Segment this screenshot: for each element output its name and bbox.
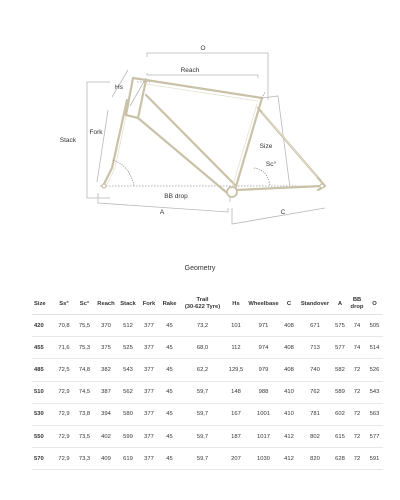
table-cell: 412 [280,448,298,470]
table-cell: 1030 [247,448,280,470]
size-cell: 455 [32,337,54,359]
c-label: C [280,209,286,216]
table-cell: 575 [332,315,348,337]
bb-drop-label: BB drop [164,193,188,200]
table-cell: 713 [298,337,332,359]
table-cell: 615 [332,425,348,447]
column-header-text: Rake [162,300,177,307]
column-header-text: Standover [300,300,330,307]
o-label: O [200,45,206,52]
seat-angle-arc [254,168,270,186]
table-cell: 602 [332,403,348,425]
table-cell: 375 [95,337,117,359]
bottom-bracket-shell [227,187,237,197]
table-cell: 75,5 [74,315,95,337]
table-cell: 73,5 [74,425,95,447]
table-row [32,381,383,403]
column-header [332,294,348,315]
table-cell: 45 [159,381,180,403]
table-cell: 591 [366,448,383,470]
table-cell: 72 [348,448,366,470]
table-cell: 377 [139,425,159,447]
column-header-text: drop [350,304,364,310]
table-cell: 563 [366,403,383,425]
seat-tube-extension [262,92,265,98]
size-cell: 420 [32,315,54,337]
table-cell: 394 [95,403,117,425]
table-cell: 62,2 [180,359,225,381]
table-cell: 410 [280,403,298,425]
table-cell: 762 [298,381,332,403]
table-cell: 72 [348,403,366,425]
column-header-text: Ss° [59,300,69,307]
column-header [159,294,180,315]
table-cell: 72 [348,425,366,447]
table-cell: 514 [366,337,383,359]
table-cell: 74,8 [74,359,95,381]
column-header [366,294,383,315]
table-cell: 72,9 [54,448,74,470]
table-cell: 671 [298,315,332,337]
table-cell: 72,9 [54,403,74,425]
table-cell: 45 [159,425,180,447]
table-cell: 75,3 [74,337,95,359]
table-cell: 148 [225,381,247,403]
table-cell: 382 [95,359,117,381]
size-cell: 550 [32,425,54,447]
table-cell: 410 [280,381,298,403]
table-cell: 628 [332,448,348,470]
table-cell: 974 [247,337,280,359]
table-cell: 512 [117,315,139,337]
table-cell: 370 [95,315,117,337]
table-cell: 971 [247,315,280,337]
table-cell: 73,2 [180,315,225,337]
down-tube-outline-2 [146,95,236,186]
column-header [95,294,117,315]
table-cell: 45 [159,448,180,470]
column-header [74,294,95,315]
table-cell: 72 [348,359,366,381]
column-header-text: Size [34,300,46,307]
table-row [32,448,383,470]
geometry-header-row [32,294,383,315]
column-header [32,294,54,315]
table-cell: 408 [280,315,298,337]
table-row [32,403,383,425]
table-row [32,359,383,381]
table-cell: 377 [139,403,159,425]
column-header [139,294,159,315]
column-header-text: Hs [232,300,240,307]
table-cell: 45 [159,359,180,381]
size-cell: 485 [32,359,54,381]
table-cell: 577 [332,337,348,359]
reach-label: Reach [180,67,200,74]
table-cell: 589 [332,381,348,403]
table-cell: 402 [95,425,117,447]
table-row [32,315,383,337]
table-cell: 74,5 [74,381,95,403]
column-header-text: BB [352,297,362,303]
geometry-title: Geometry [184,265,216,272]
table-cell: 562 [117,381,139,403]
column-header-text: O [372,300,377,307]
table-cell: 167 [225,403,247,425]
size-cell: 570 [32,448,54,470]
table-cell: 577 [366,425,383,447]
column-header [225,294,247,315]
table-cell: 408 [280,337,298,359]
stack-label: Stack [59,137,76,144]
table-cell: 59,7 [180,425,225,447]
front-axle [102,184,106,188]
column-header-text: Reach [97,300,115,307]
fork-bracket-line [97,110,108,182]
column-header [180,294,225,315]
table-cell: 599 [117,425,139,447]
c-dimension-line [232,208,325,224]
dimension-lines [87,53,325,224]
size-cell: 510 [32,381,54,403]
fork-label: Fork [89,129,103,136]
table-cell: 582 [332,359,348,381]
column-header [348,294,366,315]
frame-diagram-svg [0,0,400,235]
table-cell: 45 [159,403,180,425]
top-tube-inner [146,84,258,101]
geometry-table [32,294,383,470]
table-cell: 59,7 [180,403,225,425]
table-cell: 45 [159,337,180,359]
table-cell: 979 [247,359,280,381]
table-cell: 781 [298,403,332,425]
table-cell: 409 [95,448,117,470]
table-cell: 377 [139,381,159,403]
frame-geometry-diagram [0,0,400,235]
top-tube-outline [146,80,262,98]
seat-tube-inner [232,104,257,188]
column-header-text: Sc° [79,300,90,307]
table-cell: 988 [247,381,280,403]
column-header [298,294,332,315]
table-cell: 72 [348,381,366,403]
table-cell: 526 [366,359,383,381]
column-header [54,294,74,315]
table-cell: 387 [95,381,117,403]
table-cell: 740 [298,359,332,381]
table-cell: 73,3 [74,448,95,470]
table-row [32,337,383,359]
column-header [117,294,139,315]
table-cell: 543 [117,359,139,381]
table-cell: 802 [298,425,332,447]
column-header-text: Fork [142,300,156,307]
table-cell: 505 [366,315,383,337]
column-header-text: Stack [120,300,136,307]
table-cell: 820 [298,448,332,470]
table-cell: 72,9 [54,425,74,447]
table-cell: 45 [159,315,180,337]
table-cell: 74 [348,337,366,359]
table-cell: 72,9 [54,381,74,403]
table-cell: 59,7 [180,381,225,403]
table-cell: 207 [225,448,247,470]
size-dimension-line [259,96,290,188]
table-cell: 377 [139,337,159,359]
hs-label: Hs [115,84,123,91]
table-row [32,425,383,447]
size-cell: 530 [32,403,54,425]
size-label: Size [259,143,273,150]
table-cell: 129,5 [225,359,247,381]
table-cell: 74 [348,315,366,337]
table-cell: 408 [280,359,298,381]
seat-tube-outline [235,98,262,190]
column-header-text: Wheelbase [248,300,279,307]
column-header-text: A [337,300,343,307]
table-cell: 68,0 [180,337,225,359]
table-cell: 70,8 [54,315,74,337]
down-tube-outline [138,118,226,192]
table-cell: 377 [139,448,159,470]
table-cell: 412 [280,425,298,447]
table-cell: 1017 [247,425,280,447]
table-cell: 619 [117,448,139,470]
rear-axle [320,184,324,188]
table-cell: 525 [117,337,139,359]
column-header-text: C [286,300,292,307]
table-cell: 1001 [247,403,280,425]
table-cell: 377 [139,359,159,381]
chain-stay-outline [236,186,322,190]
table-cell: 580 [117,403,139,425]
column-header [247,294,280,315]
table-cell: 101 [225,315,247,337]
column-header-text: (30-622 Tyre) [184,304,221,310]
table-cell: 112 [225,337,247,359]
table-cell: 72,5 [54,359,74,381]
sc-label: Sc° [265,161,277,168]
table-cell: 59,7 [180,448,225,470]
reach-dimension-line [147,73,258,78]
table-cell: 73,8 [74,403,95,425]
column-header [280,294,298,315]
table-cell: 187 [225,425,247,447]
fork-outline [103,100,127,186]
geometry-body [32,315,383,470]
table-cell: 377 [139,315,159,337]
table-cell: 71,6 [54,337,74,359]
column-header-text: Trail [196,297,209,303]
a-label: A [159,209,165,216]
geometry-section [0,262,400,500]
table-cell: 543 [366,381,383,403]
